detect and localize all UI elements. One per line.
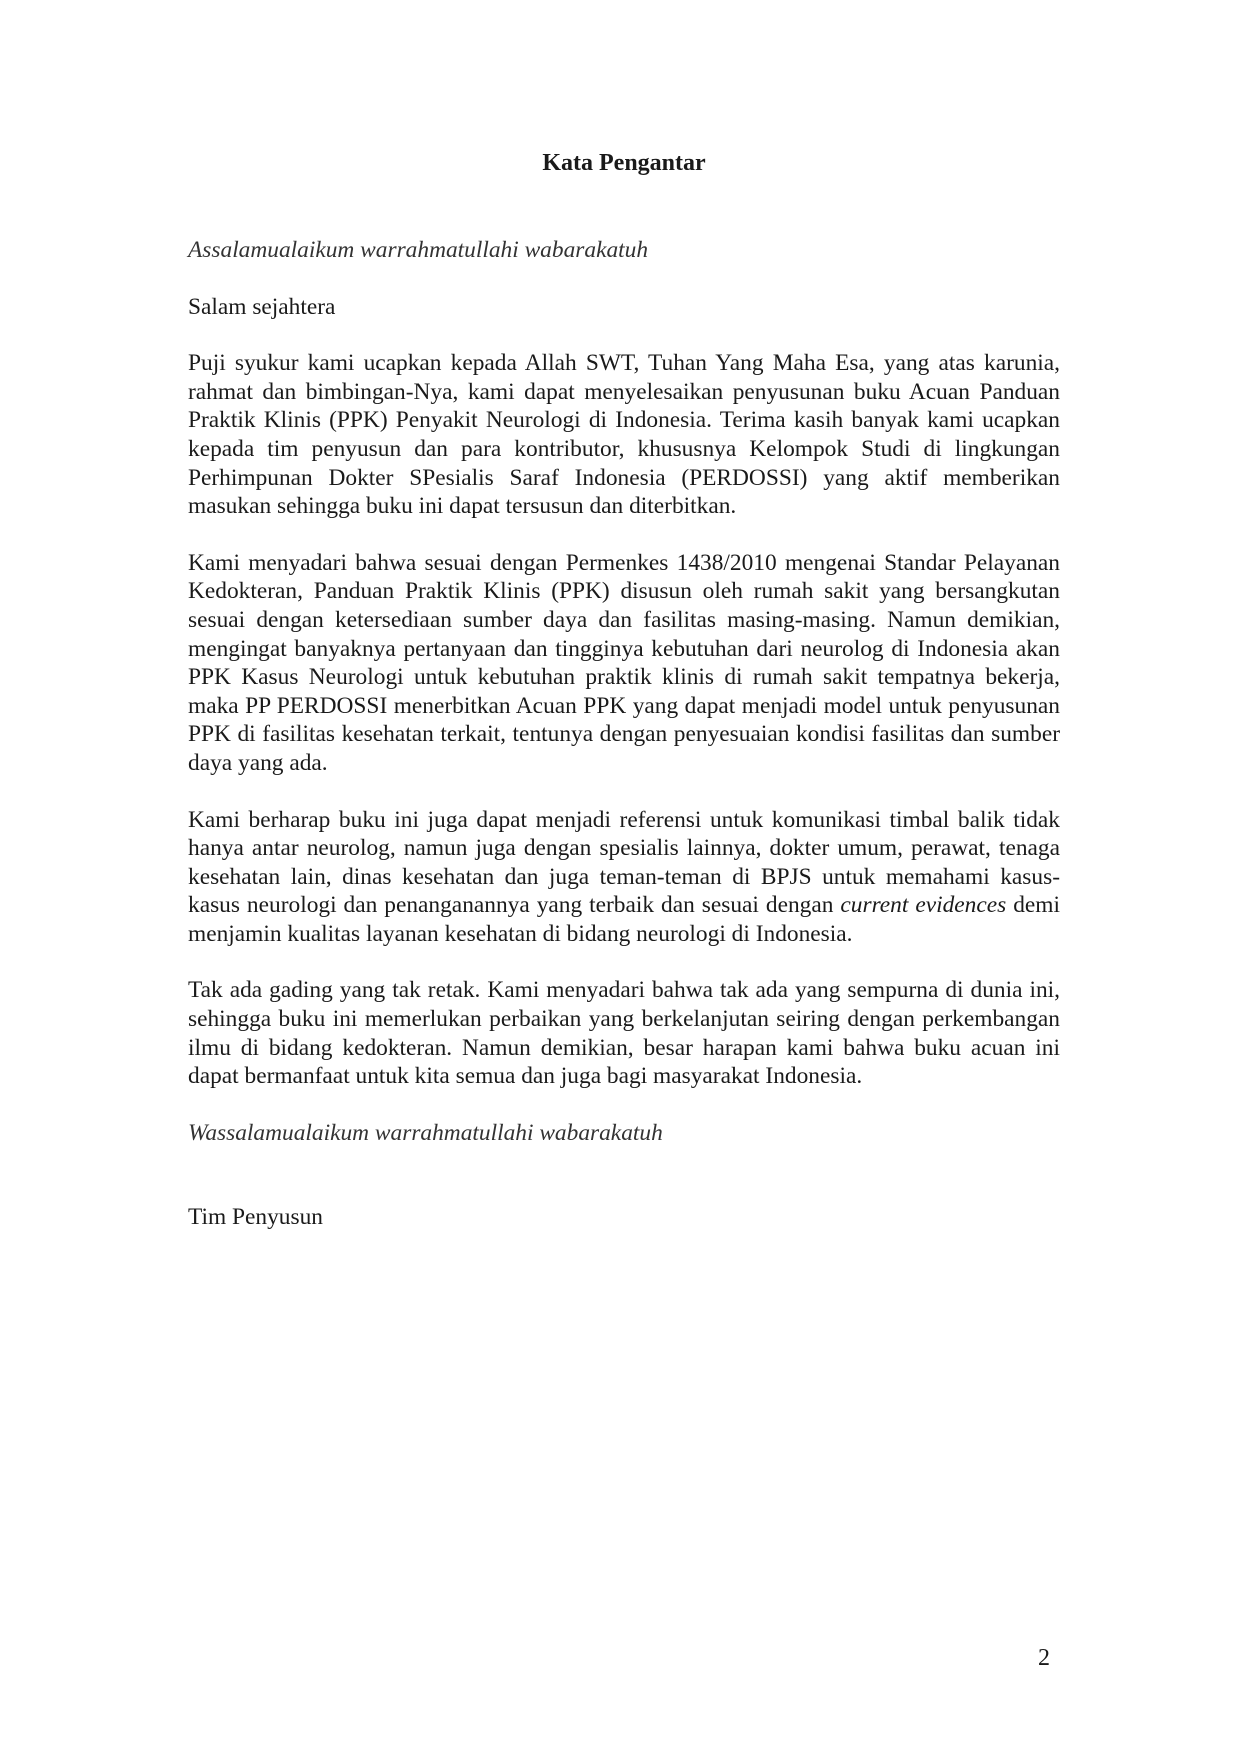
- paragraph-3-text-after: demi menjamin kualitas layanan kesehatan di bidang neurologi di Indonesia.: [188, 892, 1060, 947]
- document-body: [188, 236, 1060, 1232]
- page-number: 2: [1038, 1645, 1050, 1671]
- salutation: Salam sejahtera: [188, 293, 336, 320]
- paragraph-3-emphasis: current evidences: [840, 892, 1007, 919]
- paragraph-3-text-before: Kami berharap buku ini juga dapat menjadi referensi untuk komunikasi timbal balik tidak hanya antar neurolog, namun juga dengan spesialis lainnya, dokter umum, perawat, tenaga kesehatan lain, dinas kesehatan dan juga teman-teman di BPJS untuk memahami kasus-kasus neurologi dan penanganannya yang terbaik dan sesuai dengan: [188, 806, 1060, 919]
- paragraph-1: Puji syukur kami ucapkan kepada Allah SWT, Tuhan Yang Maha Esa, yang atas karunia, rahmat dan bimbingan-Nya, kami dapat menyelesaikan penyusunan buku Acuan Panduan Praktik Klinis (PPK) Penyakit Neurologi di Indonesia. Terima kasih banyak kami ucapkan kepada tim penyusun dan para kontributor, khususnya Kelompok Studi di lingkungan Perhimpunan Dokter SPesialis Saraf Indonesia (PERDOSSI) yang aktif memberikan masukan sehingga buku ini dapat tersusun dan diterbitkan.: [188, 350, 1060, 520]
- page-title: Kata Pengantar: [542, 150, 706, 176]
- paragraph-2: Kami menyadari bahwa sesuai dengan Permenkes 1438/2010 mengenai Standar Pelayanan Kedokteran, Panduan Praktik Klinis (PPK) disusun oleh rumah sakit yang bersangkutan sesuai dengan ketersediaan sumber daya dan fasilitas masing-masing. Namun demikian, mengingat banyaknya pertanyaan dan tingginya kebutuhan dari neurolog di Indonesia akan PPK Kasus Neurologi untuk kebutuhan praktik klinis di rumah sakit tempatnya bekerja, maka PP PERDOSSI menerbitkan Acuan PPK yang dapat menjadi model untuk penyusunan PPK di fasilitas kesehatan terkait, tentunya dengan penyesuaian kondisi fasilitas dan sumber daya yang ada.: [188, 549, 1060, 776]
- paragraph-4: Tak ada gading yang tak retak. Kami menyadari bahwa tak ada yang sempurna di dunia ini, sehingga buku ini memerlukan perbaikan yang berkelanjutan seiring dengan perkembangan ilmu di bidang kedokteran. Namun demikian, besar harapan kami bahwa buku acuan ini dapat bermanfaat untuk kita semua dan juga bagi masyarakat Indonesia.: [188, 977, 1060, 1090]
- opening-greeting: Assalamualaikum warrahmatullahi wabarakatuh: [188, 237, 649, 263]
- paragraph-3: [188, 806, 1060, 949]
- signer: Tim Penyusun: [188, 1204, 323, 1231]
- closing-greeting: Wassalamualaikum warrahmatullahi wabarakatuh: [188, 1119, 663, 1146]
